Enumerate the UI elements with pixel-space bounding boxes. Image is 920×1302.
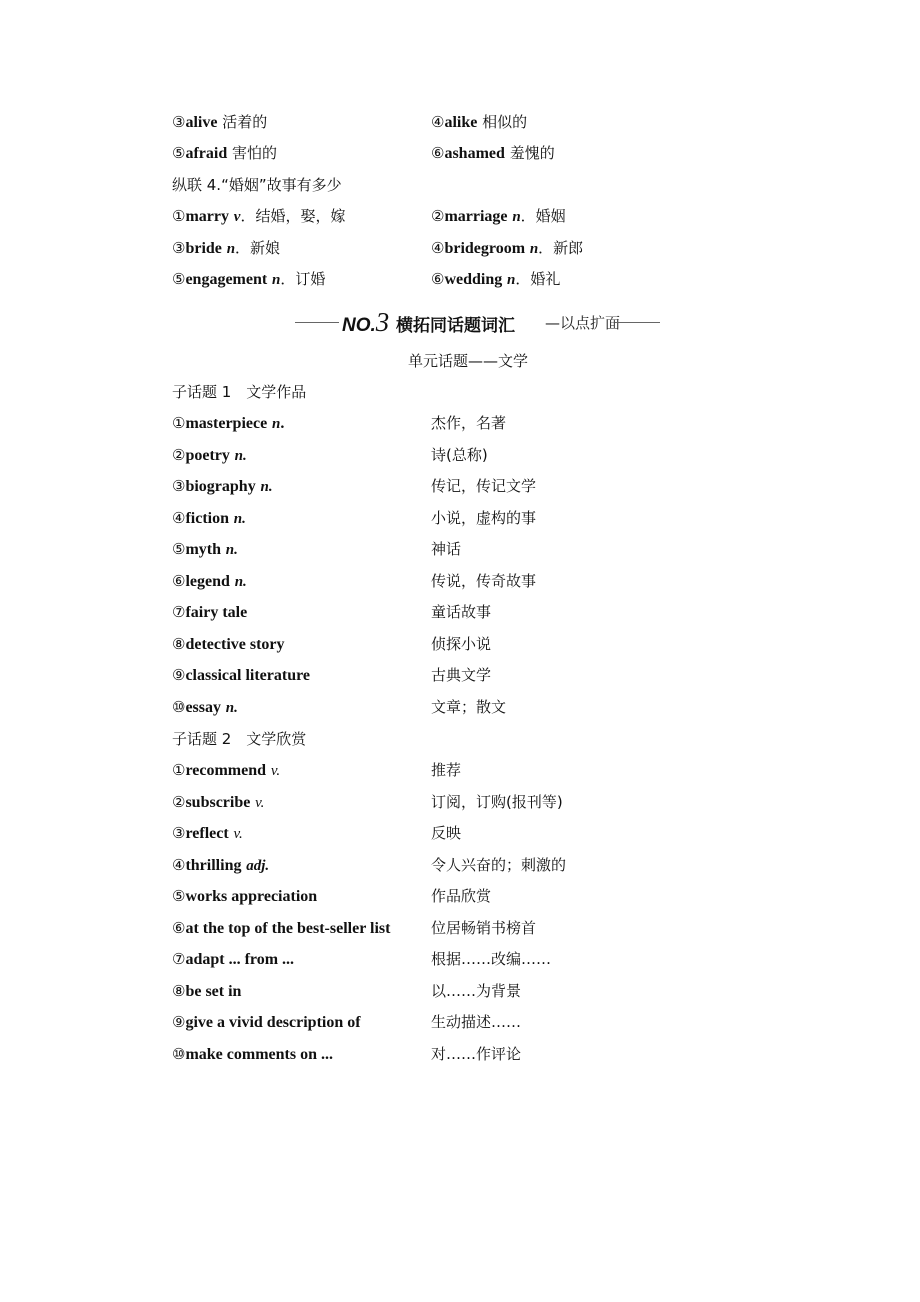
banner-number: NO.3 — [342, 307, 390, 337]
section-banner — [295, 305, 660, 339]
unit-topic-title: 单元话题——文学 — [407, 352, 528, 370]
subtopic-heading: 子话题 2 文学欣赏 — [172, 730, 307, 748]
document-page: ③alive 活着的 ④alike 相似的 ⑤afraid 害怕的 ⑥ashamed 羞愧的 纵联 4.“婚姻”故事有多少 ①marry v．结婚，娶，嫁 ②marriage n．婚姻 ③bride n．新娘 ④bridegroom n．新郎 ⑤engagement n．订婚 ⑥wedding n．婚礼 NO.3 横拓同话题词汇 —以点扩面 单元话题——文学 子话题 1 文学作品 ①masterpiece n. 杰作，名著 ②poetry n. 诗(总称) ③biography n. 传记，传记文学 ④fiction n. 小说，虚构的事 ⑤myth n. 神话 ⑥legend n. 传说，传奇故事 ⑦fairy tale 童话故事 ⑧detective story 侦探小说 ⑨classical literature 古典文学 ⑩essay n. 文章；散文 子话题 2 文学欣赏 ①recommend v. 推荐 ②subscribe v. 订阅，订购(报刊等) ③reflect v. 反映 ④thrilling adj. 令人兴奋的；刺激的 ⑤works appreciation 作品欣赏 ⑥at the top of the best-seller list 位居畅销书榜首 ⑦adapt ... from ... 根据……改编…… ⑧be set in 以……为背景 ⑨give a vivid description of 生动描述…… ⑩make comments on ... 对……作评论 — [0, 0, 920, 1302]
banner-title: 横拓同话题词汇 — [396, 316, 515, 336]
banner-rule-left — [295, 322, 339, 323]
subtopic-heading: 子话题 1 文学作品 — [172, 383, 307, 401]
section-heading: 纵联 4.“婚姻”故事有多少 — [172, 176, 342, 194]
banner-rule-right — [615, 322, 660, 323]
banner-subtitle: —以点扩面 — [545, 314, 621, 332]
